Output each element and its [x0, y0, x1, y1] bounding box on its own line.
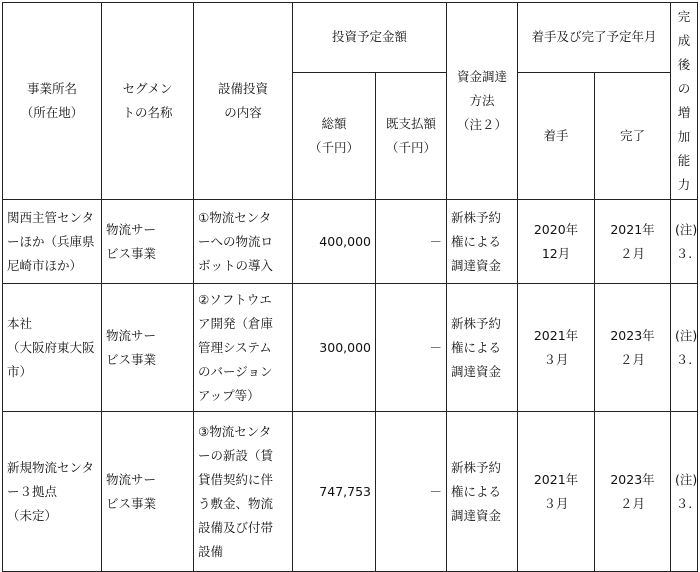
cell-total: 300,000 [293, 284, 376, 412]
table-row [3, 200, 698, 284]
cell-location: 新規物流センタ ー３拠点 （未定） [3, 412, 102, 572]
cell-capacity: (注)３. [671, 412, 698, 572]
header-schedule: 着手及び完了予定年月 [518, 3, 671, 73]
cell-funding: 新株予約 権による 調達資金 [447, 200, 518, 284]
cell-finish: 2023年 ２月 [595, 284, 671, 412]
cell-location: 本社 （大阪府東大阪 市） [3, 284, 102, 412]
cell-content: ①物流センタ ーへの物流ロ ボットの導入 [194, 200, 293, 284]
cell-total: 747,753 [293, 412, 376, 572]
cell-paid: － [376, 284, 447, 412]
cell-capacity: (注)３. [671, 284, 698, 412]
cell-funding: 新株予約 権による 調達資金 [447, 284, 518, 412]
cell-capacity: (注)３. [671, 200, 698, 284]
header-segment: セグメン トの名称 [102, 3, 194, 200]
header-capacity: 完成後の 増加能力 [671, 3, 698, 200]
cell-finish: 2021年 ２月 [595, 200, 671, 284]
header-investment: 投資予定金額 [293, 3, 447, 73]
cell-location: 関西主管センタ ーほか（兵庫県 尼崎市ほか） [3, 200, 102, 284]
cell-segment: 物流サー ビス事業 [102, 200, 194, 284]
cell-paid: － [376, 200, 447, 284]
header-start: 着手 [518, 72, 595, 199]
header-location: 事業所名 （所在地） [3, 3, 102, 200]
cell-start: 2020年 12月 [518, 200, 595, 284]
cell-funding: 新株予約 権による 調達資金 [447, 412, 518, 572]
header-content: 設備投資 の内容 [194, 3, 293, 200]
cell-content: ②ソフトウエ ア開発（倉庫 管理システム のバージョン アップ等） [194, 284, 293, 412]
header-total: 総額 （千円） [293, 72, 376, 199]
cell-paid: － [376, 412, 447, 572]
cell-start: 2021年 ３月 [518, 284, 595, 412]
cell-segment: 物流サー ビス事業 [102, 284, 194, 412]
header-finish: 完了 [595, 72, 671, 199]
cell-total: 400,000 [293, 200, 376, 284]
header-paid: 既支払額 （千円） [376, 72, 447, 199]
capital-investment-table [2, 2, 698, 572]
table-row [3, 284, 698, 412]
cell-content: ③物流センタ ーの新設（賃 貸借契約に伴 う敷金、物流 設備及び付帯 設備 [194, 412, 293, 572]
cell-start: 2021年 ３月 [518, 412, 595, 572]
cell-finish: 2023年 ２月 [595, 412, 671, 572]
table-row [3, 412, 698, 572]
cell-segment: 物流サー ビス事業 [102, 412, 194, 572]
header-funding: 資金調達 方法 （注２） [447, 3, 518, 200]
